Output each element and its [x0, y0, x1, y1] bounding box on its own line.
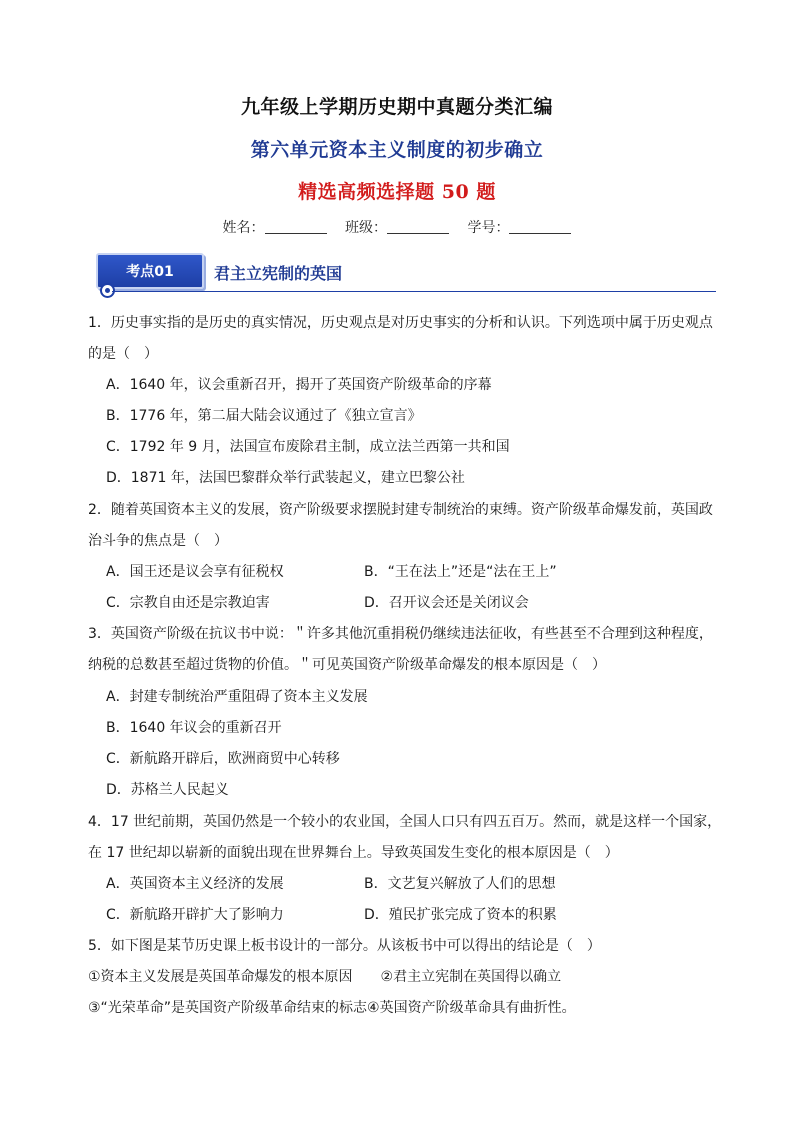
subtitle: 精选高频选择题 50 题 — [298, 181, 496, 203]
unit-title: 第六单元资本主义制度的初步确立 — [250, 139, 544, 161]
question-1-line-2: 的是（ ） — [88, 346, 158, 362]
id-label: 学号： — [467, 220, 510, 236]
class-label: 班级： — [345, 220, 387, 236]
question-2-line-2: 治斗争的焦点是（ ） — [88, 533, 228, 549]
question-1-option-a[interactable]: A．1640 年，议会重新召开，揭开了英国资产阶级革命的序幕 — [106, 377, 492, 393]
document-title: 九年级上学期历史期中真题分类汇编 — [240, 96, 553, 118]
question-3-option-d[interactable]: D．苏格兰人民起义 — [106, 782, 229, 798]
question-4-line-2: 在 17 世纪却以崭新的面貌出现在世界舞台上。导致英国发生变化的根本原因是（ ） — [88, 845, 619, 861]
question-3-option-b[interactable]: B．1640 年议会的重新召开 — [106, 720, 282, 736]
name-blank[interactable] — [265, 219, 327, 234]
question-1-line-1: 1．历史事实指的是历史的真实情况，历史观点是对历史事实的分析和认识。下列选项中属于历史观点 — [88, 315, 713, 331]
section-title: 君主立宪制的英国 — [214, 264, 343, 283]
question-4-option-d[interactable]: D．殖民扩张完成了资本的积累 — [364, 907, 557, 923]
question-4-option-c[interactable]: C．新航路开辟扩大了影响力 — [106, 907, 284, 923]
question-1-option-c[interactable]: C．1792 年 9 月，法国宣布废除君主制，成立法兰西第一共和国 — [106, 439, 510, 455]
section-underline — [112, 291, 716, 292]
question-2-option-b[interactable]: B．“王在法上”还是“法在王上” — [364, 564, 557, 580]
class-blank[interactable] — [387, 219, 449, 234]
question-5-statement-1-2: ①资本主义发展是英国革命爆发的根本原因 ②君主立宪制在英国得以确立 — [88, 969, 562, 985]
question-1-option-b[interactable]: B．1776 年，第二届大陆会议通过了《独立宣言》 — [106, 408, 422, 424]
question-1-option-d[interactable]: D．1871 年，法国巴黎群众举行武装起义，建立巴黎公社 — [106, 470, 465, 486]
question-3-line-1: 3．英国资产阶级在抗议书中说：＂许多其他沉重捐税仍继续违法征收，有些甚至不合理到这种程度， — [88, 626, 713, 642]
question-2-line-1: 2．随着英国资本主义的发展，资产阶级要求摆脱封建专制统治的束缚。资产阶级革命爆发前，英国政 — [88, 502, 713, 518]
question-5-line-1: 5．如下图是某节历史课上板书设计的一部分。从该板书中可以得出的结论是（ ） — [88, 938, 601, 954]
question-4-option-a[interactable]: A．英国资本主义经济的发展 — [106, 876, 284, 892]
question-3-line-2: 纳税的总数甚至超过货物的价值。＂可见英国资产阶级革命爆发的根本原因是（ ） — [88, 657, 606, 673]
name-label: 姓名： — [222, 220, 265, 236]
question-4-option-b[interactable]: B．文艺复兴解放了人们的思想 — [364, 876, 556, 892]
section-badge-label: 考点01 — [126, 264, 174, 280]
id-blank[interactable] — [509, 219, 571, 234]
question-5-statement-3-4: ③“光荣革命”是英国资产阶级革命结束的标志④英国资产阶级革命具有曲折性。 — [88, 1000, 576, 1016]
question-2-option-a[interactable]: A．国王还是议会享有征税权 — [106, 564, 284, 580]
question-2-option-c[interactable]: C．宗教自由还是宗教迫害 — [106, 595, 270, 611]
question-4-line-1: 4．17 世纪前期，英国仍然是一个较小的农业国，全国人口只有四五百万。然而，就是这样一个国家， — [88, 814, 722, 830]
section-header — [96, 253, 716, 299]
student-info-line — [0, 217, 794, 237]
question-2-option-d[interactable]: D．召开议会还是关闭议会 — [364, 595, 529, 611]
question-3-option-a[interactable]: A．封建专制统治严重阻碍了资本主义发展 — [106, 689, 368, 705]
section-badge — [96, 253, 204, 289]
question-3-option-c[interactable]: C．新航路开辟后，欧洲商贸中心转移 — [106, 751, 340, 767]
